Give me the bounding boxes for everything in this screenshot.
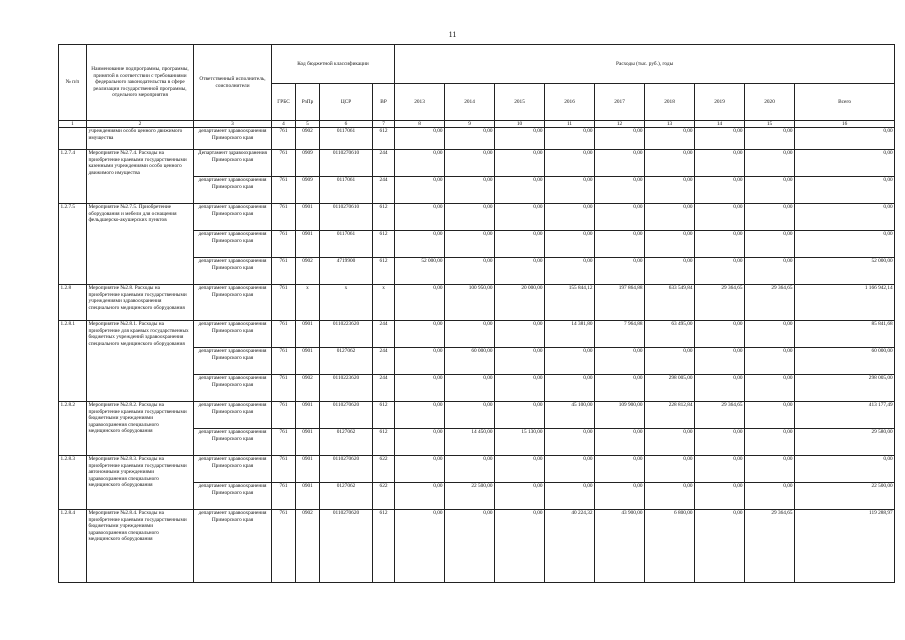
row-rzpr: 0901 bbox=[296, 231, 320, 258]
row-2015: 0,00 bbox=[495, 150, 545, 177]
column-number: 11 bbox=[545, 121, 595, 128]
row-total: 0,00 bbox=[795, 177, 895, 204]
column-number: 5 bbox=[296, 121, 320, 128]
row-total: 1 166 942,14 bbox=[795, 285, 895, 321]
row-2020: 0,00 bbox=[745, 150, 795, 177]
column-number: 7 bbox=[373, 121, 395, 128]
row-grbs: 761 bbox=[272, 177, 296, 204]
row-vr: 612 bbox=[373, 402, 395, 429]
row-total: 29 580,00 bbox=[795, 429, 895, 456]
row-2020: 0,00 bbox=[745, 402, 795, 429]
row-rzpr: 0909 bbox=[296, 177, 320, 204]
row-2015: 0,00 bbox=[495, 402, 545, 429]
row-2018: 0,00 bbox=[645, 231, 695, 258]
row-2014: 14 450,00 bbox=[445, 429, 495, 456]
row-2016: 0,00 bbox=[545, 348, 595, 375]
column-number: 4 bbox=[272, 121, 296, 128]
row-2015: 0,00 bbox=[495, 375, 545, 402]
row-grbs: 761 bbox=[272, 321, 296, 348]
row-number: 1.2.7.5 bbox=[59, 204, 87, 285]
row-2013: 0,00 bbox=[395, 285, 445, 321]
column-number: 15 bbox=[745, 121, 795, 128]
row-total: 298 005,00 bbox=[795, 375, 895, 402]
row-rzpr: 0902 bbox=[296, 375, 320, 402]
row-2020: 0,00 bbox=[745, 258, 795, 285]
row-2014: 0,00 bbox=[445, 231, 495, 258]
row-responsible: департамент здравоохранения Приморского края bbox=[194, 483, 272, 510]
row-2015: 20 000,00 bbox=[495, 285, 545, 321]
row-grbs: 761 bbox=[272, 150, 296, 177]
header-budget-codes: Код бюджетной классификации bbox=[272, 45, 395, 84]
row-grbs: 761 bbox=[272, 510, 296, 583]
row-responsible: Департамент здравоохранения Приморского края bbox=[194, 150, 272, 177]
table-row bbox=[59, 510, 895, 583]
row-grbs: 761 bbox=[272, 348, 296, 375]
row-grbs: 761 bbox=[272, 483, 296, 510]
row-number: 1.2.8.4 bbox=[59, 510, 87, 583]
row-csr: 0110223620 bbox=[320, 375, 373, 402]
row-total: 0,00 bbox=[795, 204, 895, 231]
row-grbs: 761 bbox=[272, 285, 296, 321]
row-grbs: 761 bbox=[272, 375, 296, 402]
row-2019: 0,00 bbox=[695, 177, 745, 204]
row-responsible: департамент здравоохранения Приморского края bbox=[194, 429, 272, 456]
column-number: 6 bbox=[320, 121, 373, 128]
row-name: Мероприятие №2.7.5. Приобретение оборудования и мебели для оснащения фельдшерско-акушерских пунктов bbox=[87, 204, 194, 285]
row-csr: 0110270620 bbox=[320, 510, 373, 583]
header-vr: ВР bbox=[373, 84, 395, 121]
row-2017: 0,00 bbox=[595, 429, 645, 456]
column-number: 16 bbox=[795, 121, 895, 128]
column-number: 1 bbox=[59, 121, 87, 128]
row-2019: 0,00 bbox=[695, 204, 745, 231]
row-2016: 0,00 bbox=[545, 128, 595, 150]
row-responsible: департамент здравоохранения Приморского края bbox=[194, 231, 272, 258]
budget-table bbox=[58, 44, 895, 583]
row-grbs: 761 bbox=[272, 258, 296, 285]
row-2020: 0,00 bbox=[745, 483, 795, 510]
page-number: 11 bbox=[448, 30, 457, 39]
row-total: 413 177,49 bbox=[795, 402, 895, 429]
row-vr: 244 bbox=[373, 177, 395, 204]
row-2013: 0,00 bbox=[395, 204, 445, 231]
row-2015: 0,00 bbox=[495, 204, 545, 231]
row-vr: 612 bbox=[373, 204, 395, 231]
row-name: Мероприятие №2.8. Расходы на приобретение краевыми государственными учреждениями здравоохранения специального медицинского оборудования bbox=[87, 285, 194, 321]
row-2020: 0,00 bbox=[745, 204, 795, 231]
row-total: 119 288,97 bbox=[795, 510, 895, 583]
row-2013: 0,00 bbox=[395, 348, 445, 375]
row-2019: 0,00 bbox=[695, 429, 745, 456]
row-2015: 0,00 bbox=[495, 510, 545, 583]
row-2016: 0,00 bbox=[545, 177, 595, 204]
row-2019: 0,00 bbox=[695, 321, 745, 348]
row-responsible: департамент здравоохранения Приморского края bbox=[194, 321, 272, 348]
column-number: 3 bbox=[194, 121, 272, 128]
row-2015: 0,00 bbox=[495, 177, 545, 204]
row-2020: 0,00 bbox=[745, 231, 795, 258]
column-number-row bbox=[59, 121, 895, 128]
row-2020: 0,00 bbox=[745, 321, 795, 348]
header-year-2017: 2017 bbox=[595, 84, 645, 121]
row-2014: 60 000,00 bbox=[445, 348, 495, 375]
row-2017: 197 864,88 bbox=[595, 285, 645, 321]
row-2020: 0,00 bbox=[745, 128, 795, 150]
table-row bbox=[59, 128, 895, 150]
row-vr: 612 bbox=[373, 510, 395, 583]
row-2019: 0,00 bbox=[695, 483, 745, 510]
row-csr: 0110223620 bbox=[320, 321, 373, 348]
row-rzpr: 0901 bbox=[296, 483, 320, 510]
row-2020: 0,00 bbox=[745, 177, 795, 204]
row-csr: 0117061 bbox=[320, 177, 373, 204]
table-row bbox=[59, 285, 895, 321]
row-2014: 0,00 bbox=[445, 177, 495, 204]
row-2013: 0,00 bbox=[395, 402, 445, 429]
row-2019: 0,00 bbox=[695, 375, 745, 402]
row-2016: 0,00 bbox=[545, 375, 595, 402]
row-rzpr: 0901 bbox=[296, 402, 320, 429]
column-number: 14 bbox=[695, 121, 745, 128]
row-2013: 0,00 bbox=[395, 128, 445, 150]
row-responsible: департамент здравоохранения Приморского края bbox=[194, 128, 272, 150]
row-2020: 0,00 bbox=[745, 456, 795, 483]
header-year-2014: 2014 bbox=[445, 84, 495, 121]
row-2018: 228 812,84 bbox=[645, 402, 695, 429]
row-2020: 29 364,65 bbox=[745, 510, 795, 583]
row-2019: 0,00 bbox=[695, 128, 745, 150]
row-2016: 0,00 bbox=[545, 150, 595, 177]
row-2014: 0,00 bbox=[445, 402, 495, 429]
header-rzpr: РзПр bbox=[296, 84, 320, 121]
row-2020: 0,00 bbox=[745, 429, 795, 456]
header-responsible: Ответственный исполнитель, соисполнители bbox=[194, 45, 272, 121]
row-rzpr: 0902 bbox=[296, 510, 320, 583]
row-number: 1.2.8 bbox=[59, 285, 87, 321]
row-2018: 0,00 bbox=[645, 204, 695, 231]
row-2016: 155 844,12 bbox=[545, 285, 595, 321]
row-total: 22 500,00 bbox=[795, 483, 895, 510]
row-vr: 244 bbox=[373, 321, 395, 348]
row-csr: 0127062 bbox=[320, 348, 373, 375]
row-rzpr: 0901 bbox=[296, 348, 320, 375]
row-2017: 0,00 bbox=[595, 231, 645, 258]
row-2014: 0,00 bbox=[445, 375, 495, 402]
column-number: 10 bbox=[495, 121, 545, 128]
row-total: 52 000,00 bbox=[795, 258, 895, 285]
row-2016: 0,00 bbox=[545, 258, 595, 285]
row-2018: 0,00 bbox=[645, 483, 695, 510]
row-vr: 612 bbox=[373, 231, 395, 258]
row-2018: 298 005,00 bbox=[645, 375, 695, 402]
row-2014: 0,00 bbox=[445, 258, 495, 285]
row-csr: 0127062 bbox=[320, 429, 373, 456]
row-2017: 0,00 bbox=[595, 204, 645, 231]
row-total: 0,00 bbox=[795, 231, 895, 258]
row-responsible: департамент здравоохранения Приморского края bbox=[194, 204, 272, 231]
row-2018: 0,00 bbox=[645, 128, 695, 150]
row-name: Мероприятие №2.8.2. Расходы на приобретение краевыми государственными бюджетными учреждениями здравоохранения специального медицинского оборудования bbox=[87, 402, 194, 456]
row-2013: 0,00 bbox=[395, 150, 445, 177]
row-name: Мероприятие №2.7.4. Расходы на приобретение краевыми государственными казенными учреждениями особо ценного движимого имущества bbox=[87, 150, 194, 204]
header-year-2020: 2020 bbox=[745, 84, 795, 121]
row-2013: 52 000,00 bbox=[395, 258, 445, 285]
row-total: 60 000,00 bbox=[795, 348, 895, 375]
row-2019: 0,00 bbox=[695, 348, 745, 375]
row-name: Мероприятие №2.8.1. Расходы на приобретение для краевых государственных бюджетных учреждений здравоохранения специального медицинского оборудования bbox=[87, 321, 194, 402]
header-year-2018: 2018 bbox=[645, 84, 695, 121]
row-2018: 633 549,84 bbox=[645, 285, 695, 321]
row-rzpr: 0901 bbox=[296, 321, 320, 348]
row-csr: 0117061 bbox=[320, 128, 373, 150]
row-csr: 0110270620 bbox=[320, 402, 373, 429]
row-grbs: 761 bbox=[272, 204, 296, 231]
row-2017: 0,00 bbox=[595, 483, 645, 510]
row-2015: 0,00 bbox=[495, 456, 545, 483]
row-2017: 0,00 bbox=[595, 258, 645, 285]
row-2017: 43 900,00 bbox=[595, 510, 645, 583]
table-row bbox=[59, 150, 895, 177]
row-2016: 0,00 bbox=[545, 231, 595, 258]
header-name: Наименование подпрограммы, программы, принятой в соответствии с требованиями федерального законодательства в сфере реализации государственной программы, отдельного мероприятия bbox=[87, 45, 194, 121]
row-2014: 0,00 bbox=[445, 128, 495, 150]
row-2013: 0,00 bbox=[395, 321, 445, 348]
row-2020: 0,00 bbox=[745, 348, 795, 375]
column-number: 13 bbox=[645, 121, 695, 128]
row-rzpr: 0901 bbox=[296, 429, 320, 456]
row-name: Мероприятие №2.8.3. Расходы на приобретение краевыми государственными автономными учреждениями здравоохранения специального медицинского оборудования bbox=[87, 456, 194, 510]
row-vr: 622 bbox=[373, 483, 395, 510]
row-grbs: 761 bbox=[272, 128, 296, 150]
row-2019: 29 364,65 bbox=[695, 402, 745, 429]
row-2018: 0,00 bbox=[645, 150, 695, 177]
row-2016: 40 224,32 bbox=[545, 510, 595, 583]
column-number: 9 bbox=[445, 121, 495, 128]
column-number: 8 bbox=[395, 121, 445, 128]
row-name: учреждениями особо ценного движимого имущества bbox=[87, 128, 194, 150]
row-2017: 0,00 bbox=[595, 348, 645, 375]
row-total: 85 841,68 bbox=[795, 321, 895, 348]
row-2015: 0,00 bbox=[495, 128, 545, 150]
row-rzpr: 0909 bbox=[296, 150, 320, 177]
header-grbs: ГРБС bbox=[272, 84, 296, 121]
row-2017: 109 900,00 bbox=[595, 402, 645, 429]
row-2015: 15 130,00 bbox=[495, 429, 545, 456]
row-csr: 0110270610 bbox=[320, 204, 373, 231]
row-rzpr: 0902 bbox=[296, 128, 320, 150]
row-2015: 0,00 bbox=[495, 483, 545, 510]
row-2014: 0,00 bbox=[445, 150, 495, 177]
column-number: 2 bbox=[87, 121, 194, 128]
row-vr: 612 bbox=[373, 128, 395, 150]
row-2014: 0,00 bbox=[445, 321, 495, 348]
row-grbs: 761 bbox=[272, 231, 296, 258]
row-vr: 612 bbox=[373, 258, 395, 285]
header-total: Всего bbox=[795, 84, 895, 121]
row-number bbox=[59, 128, 87, 150]
row-responsible: департамент здравоохранения Приморского края bbox=[194, 285, 272, 321]
row-2015: 0,00 bbox=[495, 348, 545, 375]
row-2020: 0,00 bbox=[745, 375, 795, 402]
row-csr: x bbox=[320, 285, 373, 321]
row-csr: 0127062 bbox=[320, 483, 373, 510]
row-2018: 0,00 bbox=[645, 177, 695, 204]
row-vr: 244 bbox=[373, 348, 395, 375]
row-2017: 0,00 bbox=[595, 128, 645, 150]
row-2016: 0,00 bbox=[545, 429, 595, 456]
row-2016: 14 381,80 bbox=[545, 321, 595, 348]
row-total: 0,00 bbox=[795, 456, 895, 483]
row-2018: 6 800,00 bbox=[645, 510, 695, 583]
row-grbs: 761 bbox=[272, 402, 296, 429]
header-year-2016: 2016 bbox=[545, 84, 595, 121]
row-2013: 0,00 bbox=[395, 429, 445, 456]
row-vr: 612 bbox=[373, 429, 395, 456]
row-csr: 0117061 bbox=[320, 231, 373, 258]
row-2014: 100 950,00 bbox=[445, 285, 495, 321]
row-2017: 0,00 bbox=[595, 375, 645, 402]
row-number: 1.2.8.3 bbox=[59, 456, 87, 510]
row-responsible: департамент здравоохранения Приморского края bbox=[194, 177, 272, 204]
row-rzpr: 0902 bbox=[296, 258, 320, 285]
table-row bbox=[59, 456, 895, 483]
row-2016: 0,00 bbox=[545, 204, 595, 231]
row-grbs: 761 bbox=[272, 429, 296, 456]
header-year-2019: 2019 bbox=[695, 84, 745, 121]
row-2018: 0,00 bbox=[645, 429, 695, 456]
row-2019: 0,00 bbox=[695, 456, 745, 483]
row-total: 0,00 bbox=[795, 128, 895, 150]
row-2019: 29 364,65 bbox=[695, 285, 745, 321]
row-2017: 7 964,88 bbox=[595, 321, 645, 348]
row-2015: 0,00 bbox=[495, 258, 545, 285]
row-2016: 45 100,00 bbox=[545, 402, 595, 429]
row-grbs: 761 bbox=[272, 456, 296, 483]
row-2017: 0,00 bbox=[595, 177, 645, 204]
row-rzpr: x bbox=[296, 285, 320, 321]
row-number: 1.2.8.2 bbox=[59, 402, 87, 456]
header-year-2015: 2015 bbox=[495, 84, 545, 121]
table-row bbox=[59, 402, 895, 429]
row-2015: 0,00 bbox=[495, 231, 545, 258]
row-vr: 622 bbox=[373, 456, 395, 483]
row-2018: 63 495,00 bbox=[645, 321, 695, 348]
row-rzpr: 0901 bbox=[296, 456, 320, 483]
row-name: Мероприятие №2.8.4. Расходы на приобретение краевыми государственными бюджетными учреждениями здравоохранения специального медицинского оборудования bbox=[87, 510, 194, 583]
row-2017: 0,00 bbox=[595, 150, 645, 177]
row-2014: 0,00 bbox=[445, 510, 495, 583]
row-responsible: департамент здравоохранения Приморского края bbox=[194, 348, 272, 375]
row-2013: 0,00 bbox=[395, 231, 445, 258]
row-vr: 244 bbox=[373, 375, 395, 402]
row-responsible: департамент здравоохранения Приморского края bbox=[194, 456, 272, 483]
header-year-2013: 2013 bbox=[395, 84, 445, 121]
row-total: 0,00 bbox=[795, 150, 895, 177]
row-csr: 0110270610 bbox=[320, 150, 373, 177]
row-2013: 0,00 bbox=[395, 177, 445, 204]
row-2013: 0,00 bbox=[395, 375, 445, 402]
row-2019: 0,00 bbox=[695, 231, 745, 258]
row-2016: 0,00 bbox=[545, 456, 595, 483]
row-2018: 0,00 bbox=[645, 348, 695, 375]
row-2016: 0,00 bbox=[545, 483, 595, 510]
row-2018: 0,00 bbox=[645, 456, 695, 483]
row-csr: 0110270620 bbox=[320, 456, 373, 483]
row-2019: 0,00 bbox=[695, 150, 745, 177]
row-vr: x bbox=[373, 285, 395, 321]
header-csr: ЦСР bbox=[320, 84, 373, 121]
row-2020: 29 364,65 bbox=[745, 285, 795, 321]
header-num: № п/п bbox=[59, 45, 87, 121]
table-row bbox=[59, 204, 895, 231]
row-2019: 0,00 bbox=[695, 510, 745, 583]
row-2014: 0,00 bbox=[445, 456, 495, 483]
row-responsible: департамент здравоохранения Приморского края bbox=[194, 510, 272, 583]
row-number: 1.2.8.1 bbox=[59, 321, 87, 402]
row-2019: 0,00 bbox=[695, 258, 745, 285]
row-2014: 22 500,00 bbox=[445, 483, 495, 510]
row-number: 1.2.7.4 bbox=[59, 150, 87, 204]
row-csr: 4719900 bbox=[320, 258, 373, 285]
row-responsible: департамент здравоохранения Приморского края bbox=[194, 402, 272, 429]
row-vr: 244 bbox=[373, 150, 395, 177]
row-2014: 0,00 bbox=[445, 204, 495, 231]
table-row bbox=[59, 321, 895, 348]
row-responsible: департамент здравоохранения Приморского края bbox=[194, 258, 272, 285]
column-number: 12 bbox=[595, 121, 645, 128]
row-rzpr: 0901 bbox=[296, 204, 320, 231]
header-expenses: Расходы (тыс. руб.), годы bbox=[395, 45, 895, 84]
row-2013: 0,00 bbox=[395, 483, 445, 510]
row-2013: 0,00 bbox=[395, 510, 445, 583]
row-responsible: департамент здравоохранения Приморского края bbox=[194, 375, 272, 402]
row-2015: 0,00 bbox=[495, 321, 545, 348]
row-2013: 0,00 bbox=[395, 456, 445, 483]
row-2017: 0,00 bbox=[595, 456, 645, 483]
row-2018: 0,00 bbox=[645, 258, 695, 285]
